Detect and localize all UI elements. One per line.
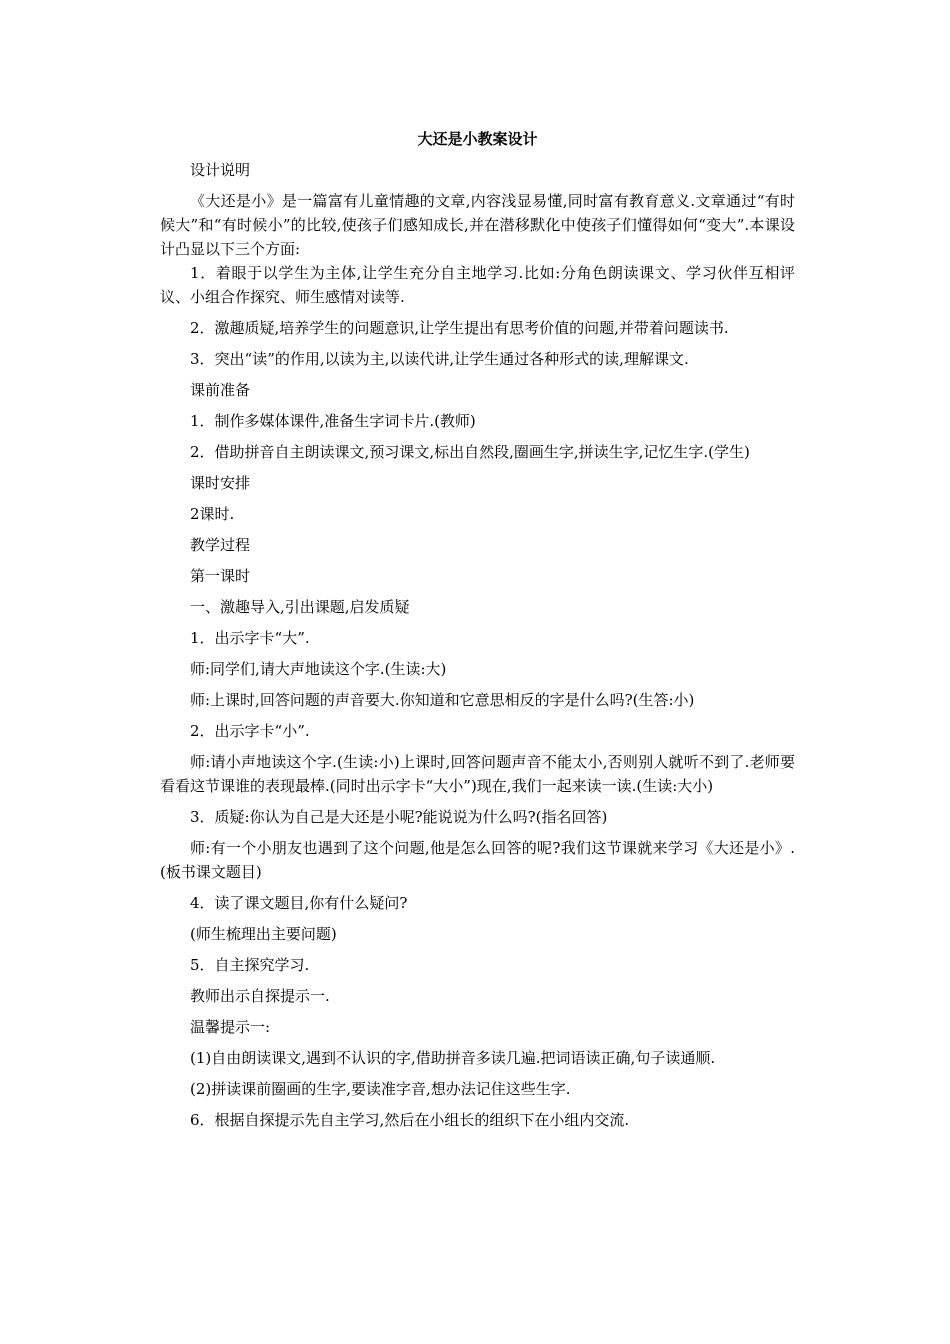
paragraph: 2．出示字卡“小”.	[190, 722, 310, 740]
paragraph: 5．自主探究学习.	[190, 956, 310, 974]
paragraph: 师:有一个小朋友也遇到了这个问题,他是怎么回答的呢?我们这节课就来学习《大还是小》.(板书课文题目)	[160, 839, 795, 881]
paragraph: 1．出示字卡“大”.	[190, 629, 310, 647]
section-heading: 一、激趣导入,引出课题,启发质疑	[190, 598, 410, 616]
document-body	[160, 127, 795, 1139]
paragraph: (师生梳理出主要问题)	[190, 925, 337, 943]
paragraph: 师:同学们,请大声地读这个字.(生读:大)	[190, 660, 447, 678]
section-heading: 教学过程	[190, 536, 251, 554]
paragraph: 《大还是小》是一篇富有儿童情趣的文章,内容浅显易懂,同时富有教育意义.文章通过“有时候大”和“有时候小”的比较,使孩子们感知成长,并在潜移默化中使孩子们懂得如何“变大”.本课设计凸显以下三个方面:	[160, 192, 795, 258]
paragraph: 1．制作多媒体课件,准备生字词卡片.(教师)	[190, 412, 476, 430]
paragraph: 4．读了课文题目,你有什么疑问?	[190, 894, 408, 912]
section-heading: 课前准备	[190, 381, 251, 399]
paragraph: 2．借助拼音自主朗读课文,预习课文,标出自然段,圈画生字,拼读生字,记忆生字.(学生)	[190, 443, 750, 461]
paragraph: (2)拼读课前圈画的生字,要读准字音,想办法记住这些生字.	[190, 1080, 571, 1098]
paragraph: 师:上课时,回答问题的声音要大.你知道和它意思相反的字是什么吗?(生答:小)	[190, 691, 695, 709]
section-heading: 第一课时	[190, 567, 251, 585]
paragraph: 6．根据自探提示先自主学习,然后在小组长的组织下在小组内交流.	[190, 1111, 630, 1129]
paragraph: (1)自由朗读课文,遇到不认识的字,借助拼音多读几遍.把词语读正确,句子读通顺.	[190, 1049, 716, 1067]
paragraph: 温馨提示一:	[190, 1018, 271, 1036]
paragraph: 3．突出“读”的作用,以读为主,以读代讲,让学生通过各种形式的读,理解课文.	[190, 350, 689, 368]
paragraph: 1．着眼于以学生为主体,让学生充分自主地学习.比如:分角色朗读课文、学习伙伴互相评议、小组合作探究、师生感情对读等.	[160, 264, 795, 306]
paragraph: 2．激趣质疑,培养学生的问题意识,让学生提出有思考价值的问题,并带着问题读书.	[190, 319, 729, 337]
document-title: 大还是小教案设计	[417, 130, 538, 148]
paragraph: 3．质疑:你认为自己是大还是小呢?能说说为什么吗?(指名回答)	[190, 808, 608, 826]
section-heading: 课时安排	[190, 474, 251, 492]
paragraph: 教师出示自探提示一.	[190, 987, 330, 1005]
paragraph: 2课时.	[190, 505, 235, 523]
paragraph: 师:请小声地读这个字.(生读:小)上课时,回答问题声音不能太小,否则别人就听不到了.老师要看看这节课谁的表现最棒.(同时出示字卡“大小”)现在,我们一起来读一读.(生读:大小)	[160, 753, 795, 795]
section-heading: 设计说明	[190, 161, 251, 179]
